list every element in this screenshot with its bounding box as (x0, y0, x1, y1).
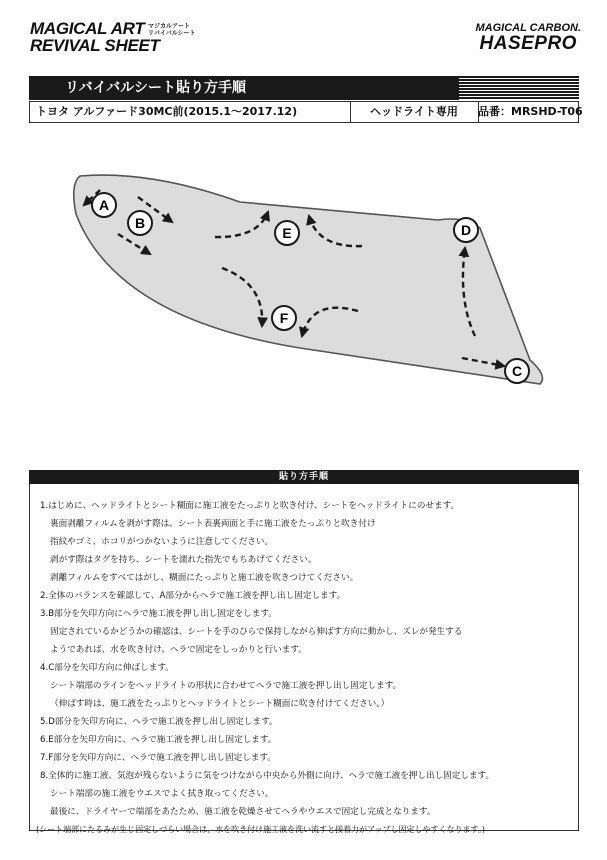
instruction-line: シート端部の施工液をウエスでよく拭き取ってください。 (50, 789, 274, 799)
brand-logo-left (30, 19, 196, 55)
label-b: B (134, 215, 146, 231)
label-e: E (282, 225, 292, 241)
label-d-marker (454, 218, 478, 242)
instruction-line: 固定されているかどうかの確認は、シートを手のひらで保持しながら伸ばす方向に動かし、ズレが発生する (50, 627, 463, 637)
headlight-shape (74, 175, 543, 384)
instruction-line: 6.E部分を矢印方向に、ヘラで施工液を押し出し固定します。 (40, 735, 277, 745)
instruction-line: 2.全体のバランスを確認して、A部分からヘラで施工液を押し出し固定します。 (40, 591, 346, 601)
brand-left-line1: MAGICAL ART (30, 19, 145, 38)
title-stripes (459, 76, 579, 100)
title-bar (29, 76, 579, 100)
brand-right-line1: MAGICAL CARBON. (475, 22, 581, 34)
instruction-line: 7.F部分を矢印方向に、ヘラで施工液を押し出し固定します。 (40, 753, 276, 763)
instruction-line: 剥離フィルムをすべてはがし、糊面にたっぷりと施工液を吹きつけてください。 (50, 573, 359, 583)
headlight-diagram (0, 160, 607, 400)
instruction-line: 5.D部分を矢印方向に、ヘラで施工液を押し出し固定します。 (40, 717, 278, 727)
instruction-line: シート端部のラインをヘッドライトの形状に合わせてヘラで施工液を押し出し固定します。 (50, 681, 402, 691)
instruction-line: 指紋やゴミ、ホコリがつかないように注意してください。 (50, 537, 274, 547)
instructions-heading: 貼り方手順 (278, 472, 329, 482)
instruction-line: （伸ばす時は、施工液をたっぷりとヘッドライトとシート糊面に吹き付けてください。） (50, 699, 390, 709)
page-title: リバイバルシート貼り方手順 (65, 80, 246, 96)
info-row (29, 101, 583, 123)
brand-left-line2: REVIVAL SHEET (30, 36, 160, 55)
label-c: C (511, 363, 523, 379)
instructions-heading-bar (29, 470, 579, 484)
label-c-marker (505, 359, 529, 383)
instruction-line: 1.はじめに、ヘッドライトとシート糊面に施工液をたっぷりと吹き付け、シートをヘッドライトにのせます。 (40, 501, 460, 511)
instruction-line: 剥がす際はタグを持ち、シートを濡れた指先でもちあげてください。 (50, 555, 317, 565)
usage-label: ヘッドライト専用 (370, 105, 458, 118)
label-b-marker (128, 211, 152, 235)
instruction-line: 裏面剥離フィルムを剥がす際は、シート表裏両面と手に施工液をたっぷりと吹き付け (50, 519, 376, 529)
label-a-marker (92, 193, 116, 217)
label-f: F (279, 310, 289, 326)
brand-right-line2: HASEPRO (479, 33, 577, 54)
instruction-line: ようであれば、水を吹き付け、ヘラで固定をしっかりと行います。 (50, 645, 307, 655)
brand-logo-right (475, 22, 581, 53)
instruction-line: 4.C部分を矢印方向に伸ばします。 (40, 663, 174, 673)
instructions-box (29, 484, 579, 834)
part-number: 品番：MRSHD-T06 (478, 105, 583, 118)
label-f-marker (272, 306, 296, 330)
label-d: D (460, 222, 472, 238)
vehicle-label: トヨタ アルファード30MC前(2015.1〜2017.12) (36, 105, 298, 118)
instruction-line: 最後に、ドライヤーで端部をあたため、施工液を乾燥させてヘラやウエスで固定し完成となります。 (50, 807, 436, 817)
brand-left-sub2: リバイバルシート (148, 30, 196, 37)
instruction-line: 3.B部分を矢印方向にヘラで施工液を押し出し固定をします。 (40, 609, 277, 619)
label-e-marker (275, 221, 299, 245)
instruction-line: 8.全体的に施工液、気泡が残らないように気をつけながら中央から外側に向け、ヘラで施工液を押し出し固定します。 (40, 771, 495, 781)
brand-left-sub1: マジカルアート (148, 23, 190, 30)
label-a: A (98, 197, 110, 213)
instruction-note: (シート端部にたるみが生じ固定しづらい場合は、水を吹き付け施工液を洗い流すと接着力がアップし固定しやすくなります。) (36, 825, 486, 834)
